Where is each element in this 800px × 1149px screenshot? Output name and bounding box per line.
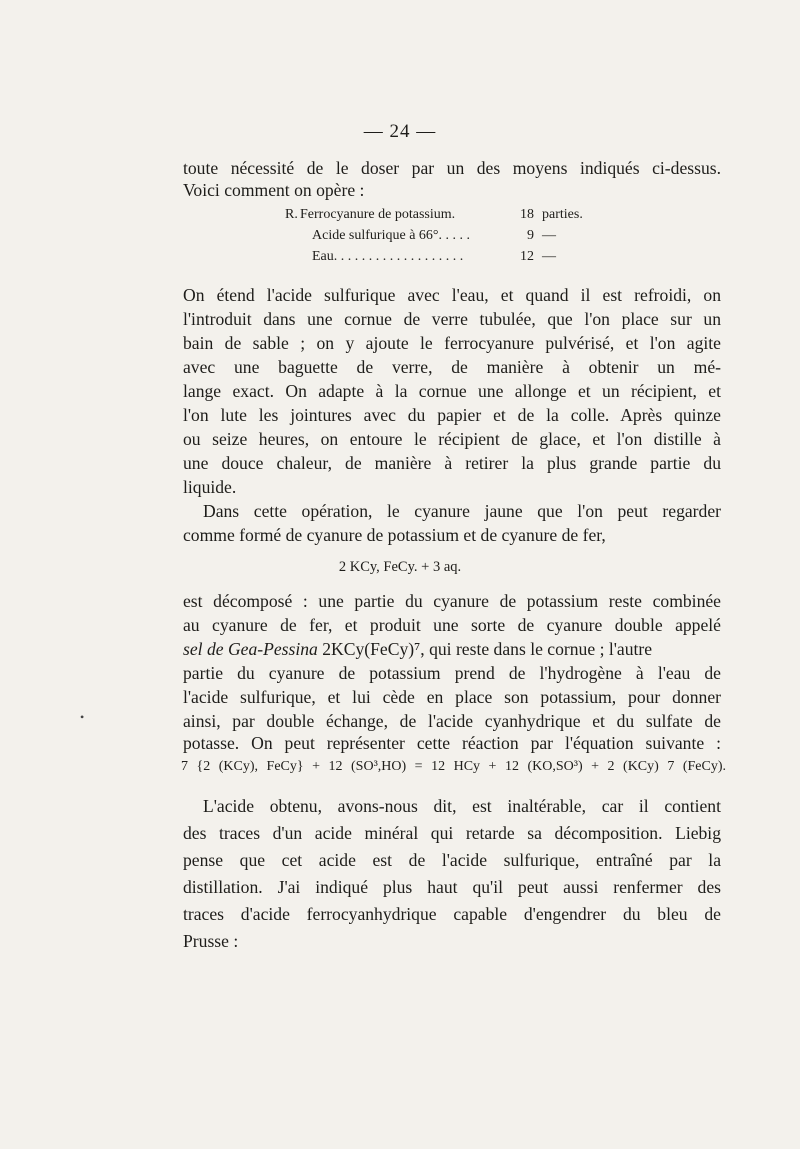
- paragraph-line: est décomposé : une partie du cyanure de potassium reste combinée: [183, 591, 721, 611]
- recipe-unit: —: [542, 228, 556, 243]
- paragraph-line: partie du cyanure de potassium prend de l'hydrogène à l'eau de: [183, 663, 721, 683]
- paragraph-line: avec une baguette de verre, de manière à obtenir un mé-: [183, 357, 721, 377]
- paragraph-line: L'acide obtenu, avons-nous dit, est inaltérable, car il contient: [203, 796, 721, 816]
- paragraph-line: liquide.: [183, 477, 237, 497]
- margin-mark: •: [80, 710, 85, 724]
- paragraph-line: traces d'acide ferrocyanhydrique capable d'engendrer du bleu de: [183, 904, 721, 924]
- paragraph-line: Prusse :: [183, 931, 239, 951]
- paragraph-line: lange exact. On adapte à la cornue une allonge et un récipient, et: [183, 381, 721, 401]
- paragraph-line: [183, 638, 721, 660]
- paragraph-line: On étend l'acide sulfurique avec l'eau, et quand il est refroidi, on: [183, 285, 721, 305]
- paragraph-line: une douce chaleur, de manière à retirer la plus grande partie du: [183, 453, 721, 473]
- paragraph-line: ou seize heures, on entoure le récipient de glace, et l'on distille à: [183, 429, 721, 449]
- paragraph-line: pense que cet acide est de l'acide sulfurique, entraîné par la: [183, 850, 721, 870]
- paragraph-line: Dans cette opération, le cyanure jaune que l'on peut regarder: [203, 501, 721, 521]
- paragraph-line: l'introduit dans une cornue de verre tubulée, que l'on place sur un: [183, 309, 721, 329]
- formula-yellow-cyanide: 2 KCy, FeCy. + 3 aq.: [338, 559, 462, 575]
- recipe-row: [300, 246, 600, 267]
- chemical-equation: 7 {2 (KCy), FeCy} + 12 (SO³,HO) = 12 HCy + 12 (KO,SO³) + 2 (KCy) 7 (FeCy).: [181, 759, 726, 774]
- paragraph-line: au cyanure de fer, et produit une sorte de cyanure double appelé: [183, 615, 721, 635]
- recipe-name: Ferrocyanure de potassium.: [300, 207, 456, 222]
- recipe-row: [285, 204, 600, 225]
- paragraph-line: l'on lute les jointures avec du papier et de la colle. Après quinze: [183, 405, 721, 425]
- recipe-list: [285, 204, 600, 267]
- paragraph-line: des traces d'un acide minéral qui retarde sa décomposition. Liebig: [183, 823, 721, 843]
- recipe-prefix: R.: [285, 207, 298, 222]
- recipe-qty: 12: [520, 249, 534, 264]
- paragraph-line: distillation. J'ai indiqué plus haut qu'il peut aussi renfermer des: [183, 877, 721, 897]
- recipe-qty: 9: [527, 228, 534, 243]
- paragraph-line: l'acide sulfurique, et lui cède en place son potassium, pour donner: [183, 687, 721, 707]
- intro-line: toute nécessité de le doser par un des moyens indiqués ci-dessus.: [183, 158, 721, 178]
- recipe-qty: 18: [520, 207, 534, 222]
- italic-term: sel de Gea-Pessina: [183, 639, 318, 659]
- recipe-name: Acide sulfurique à 66°. . . . .: [312, 228, 471, 243]
- paragraph-line: potasse. On peut représenter cette réaction par l'équation suivante :: [183, 733, 721, 753]
- recipe-name: Eau. . . . . . . . . . . . . . . . . . .: [312, 249, 464, 264]
- recipe-row: [300, 225, 600, 246]
- paragraph-line: ainsi, par double échange, de l'acide cyanhydrique et du sulfate de: [183, 711, 721, 731]
- intro-line: Voici comment on opère :: [183, 180, 365, 200]
- recipe-unit: —: [542, 249, 556, 264]
- paragraph-line: comme formé de cyanure de potassium et de cyanure de fer,: [183, 525, 606, 545]
- page-number: — 24 —: [363, 121, 437, 142]
- recipe-unit: parties.: [542, 207, 583, 222]
- paragraph-text: 2KCy(FeCy)⁷, qui reste dans le cornue ; l'autre: [317, 639, 653, 659]
- paragraph-line: bain de sable ; on y ajoute le ferrocyanure pulvérisé, et l'on agite: [183, 333, 721, 353]
